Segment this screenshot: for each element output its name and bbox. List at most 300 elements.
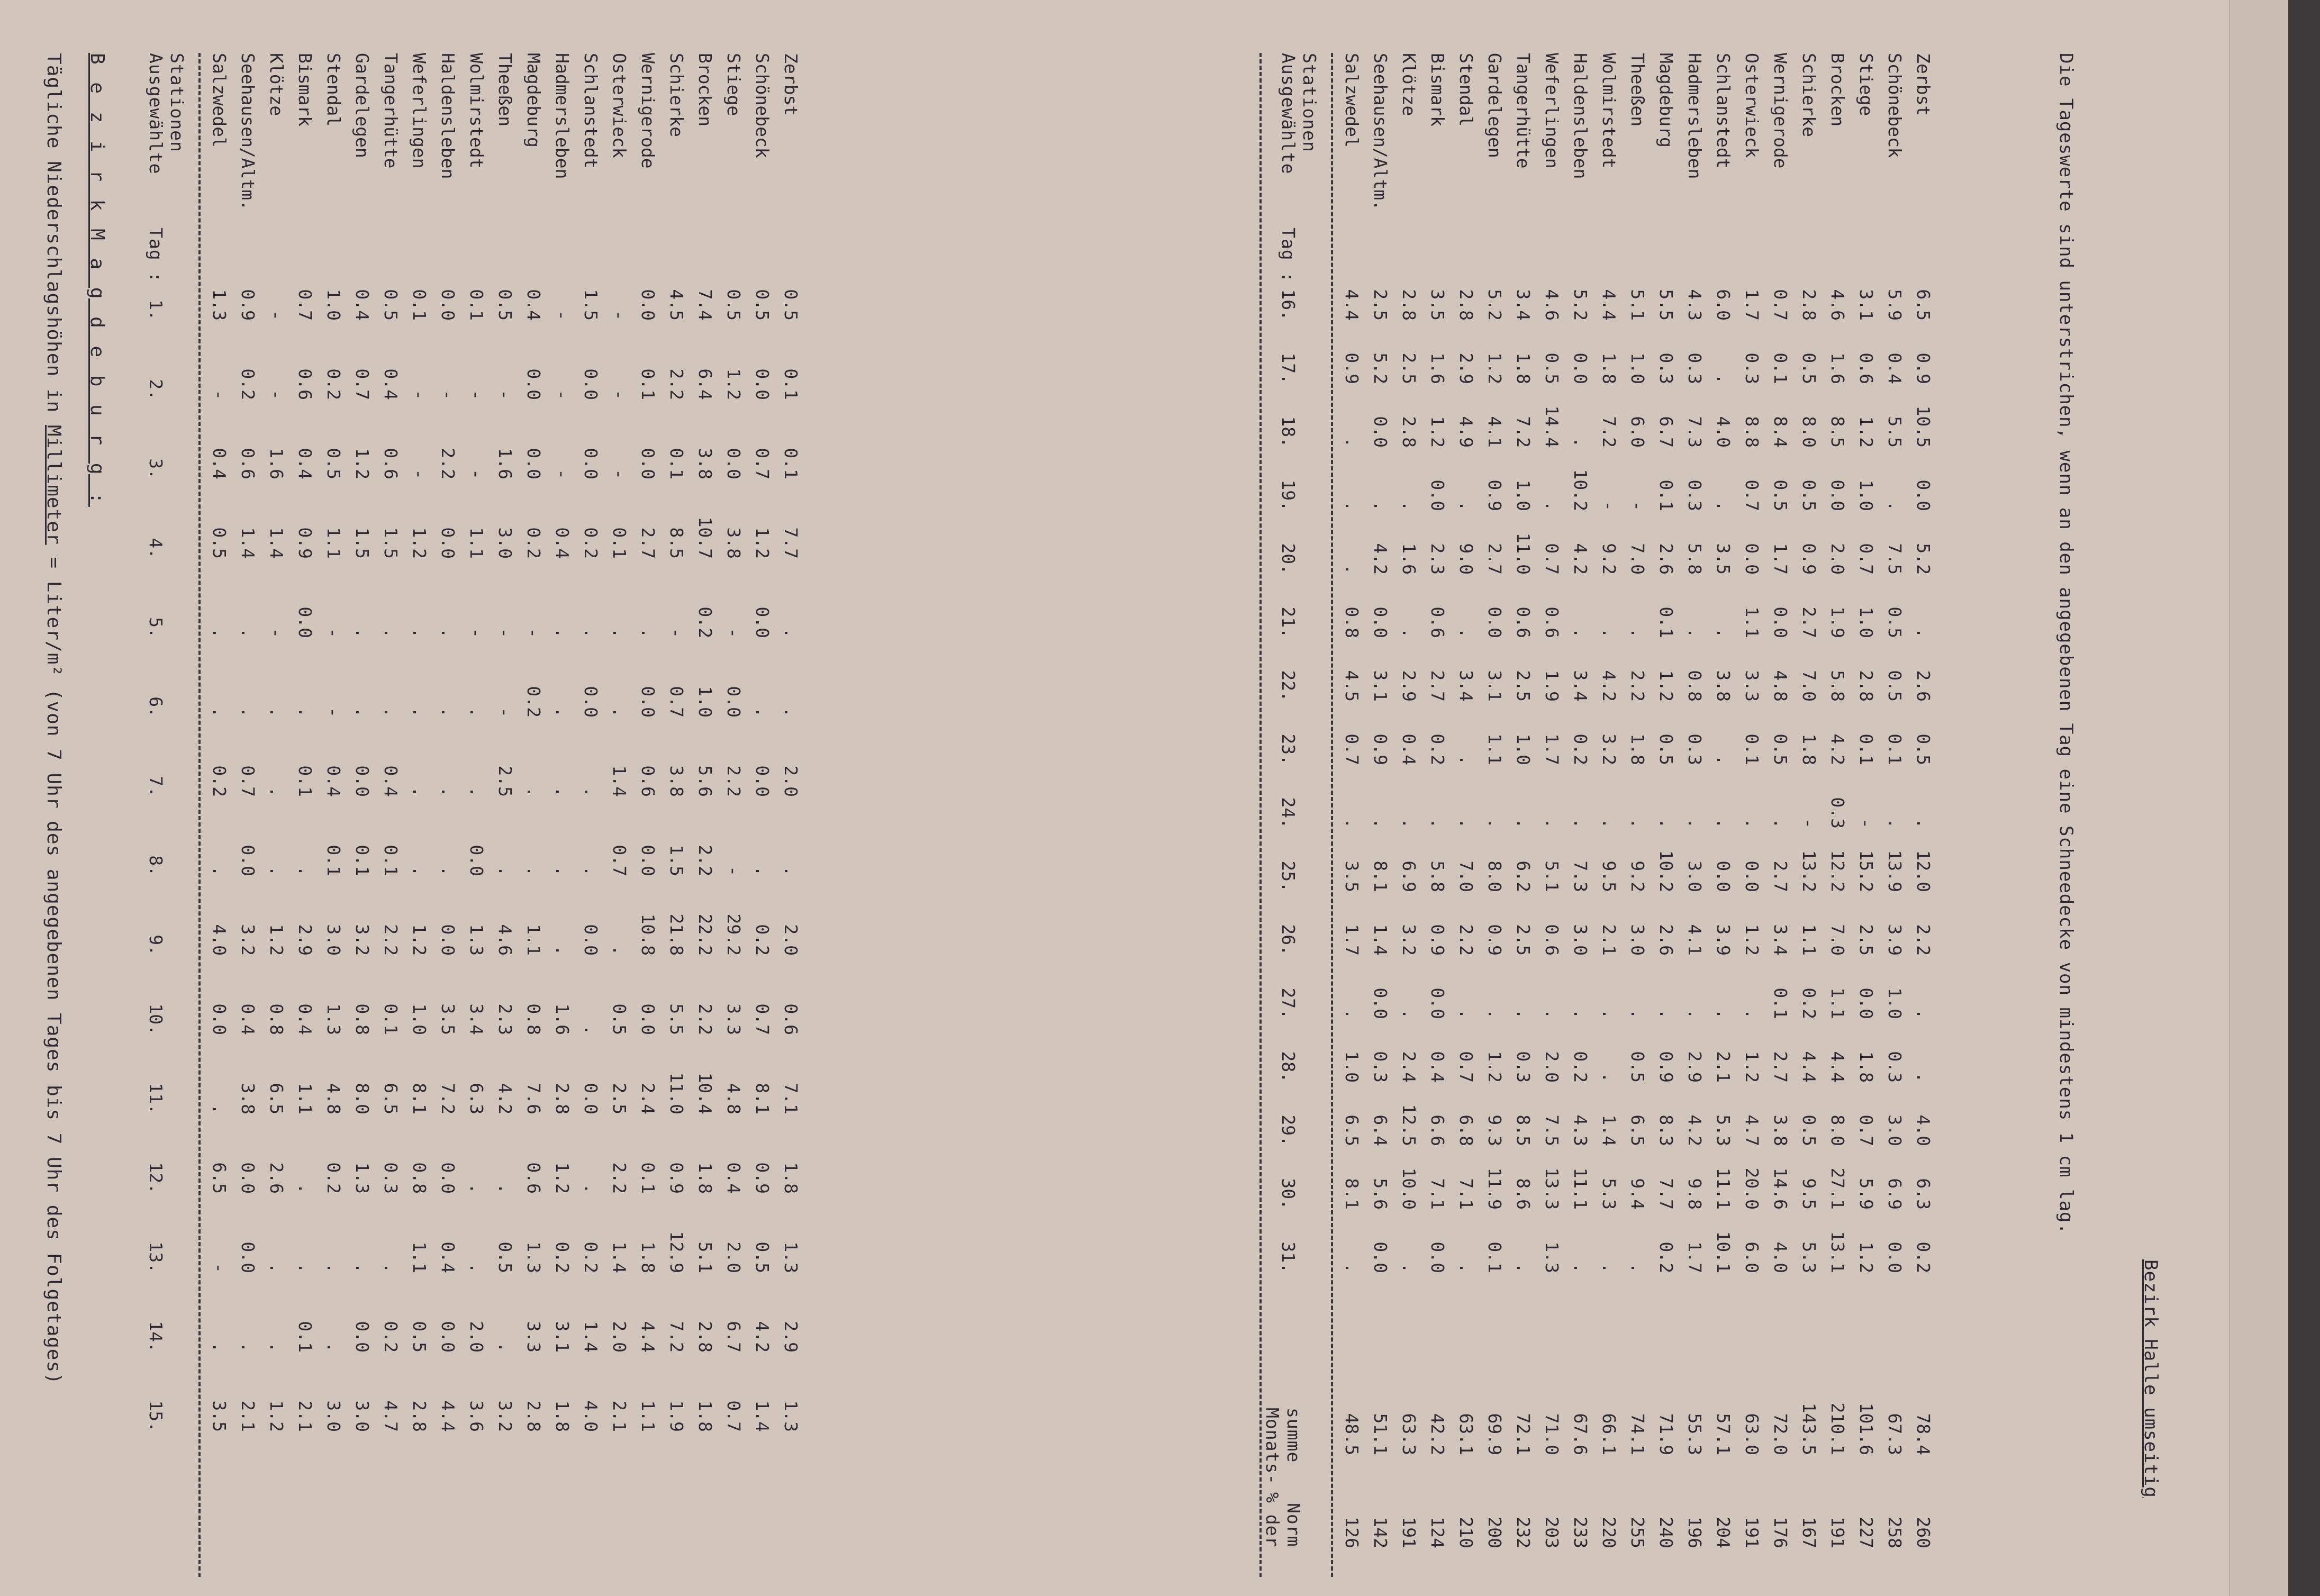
table-cell: 2.9 xyxy=(781,1321,801,1353)
table-cell: 1.0 xyxy=(1342,1051,1362,1083)
table-cell: . xyxy=(581,786,601,797)
day-header-26: 26. xyxy=(1278,924,1299,956)
table-cell: 11.1 xyxy=(1570,1167,1591,1210)
table-cell: 5.9 xyxy=(1884,289,1905,321)
day-header-30: 30. xyxy=(1278,1178,1299,1210)
table-cell: 0.0 xyxy=(238,1241,258,1273)
table-cell: . xyxy=(1342,564,1362,575)
table-cell: . xyxy=(266,1263,287,1273)
table-cell: . xyxy=(1484,1009,1505,1019)
table-cell: 7.6 xyxy=(523,1083,544,1114)
station-name: Zerbst xyxy=(1913,53,1934,116)
table-cell: 0.0 xyxy=(1370,606,1391,638)
table-cell: 0.5 xyxy=(1770,479,1791,511)
table-cell: . xyxy=(209,628,230,638)
table-cell: 6.4 xyxy=(1370,1114,1391,1146)
table-cell: 5.3 xyxy=(1599,1178,1619,1210)
station-name: Theeßen xyxy=(495,53,515,127)
table-cell: 9.5 xyxy=(1599,860,1619,892)
table-cell: 0.9 xyxy=(1484,479,1505,511)
table-cell: 3.1 xyxy=(552,1321,573,1353)
day-header-24: 24. xyxy=(1278,797,1299,829)
table-cell: 0.0 xyxy=(438,289,458,321)
table-cell: 0.1 xyxy=(1742,733,1762,765)
table-cell: 0.0 xyxy=(438,1162,458,1194)
table-cell: 1.1 xyxy=(323,527,344,559)
table-cell: 1.4 xyxy=(1599,1114,1619,1146)
table-cell: 1.8 xyxy=(1627,733,1648,765)
table-cell: 4.2 xyxy=(1684,1114,1705,1146)
table-cell: 255 xyxy=(1627,1517,1648,1548)
table-cell: 0.5 xyxy=(1799,352,1819,384)
table-cell: 8.1 xyxy=(1370,860,1391,892)
table-cell: 101.6 xyxy=(1856,1402,1877,1455)
table-cell: 0.4 xyxy=(323,765,344,797)
table-cell: 78.4 xyxy=(1913,1413,1934,1455)
table-cell: 1.3 xyxy=(352,1162,373,1194)
table-cell: . xyxy=(1342,818,1362,829)
table-cell: 9.0 xyxy=(1456,543,1476,575)
table-cell: . xyxy=(1542,818,1562,829)
table-cell: 0.1 xyxy=(638,368,658,400)
table-cell: . xyxy=(1542,1009,1562,1019)
table-cell: 0.9 xyxy=(238,289,258,321)
table-cell: 0.2 xyxy=(523,686,544,718)
table-cell: . xyxy=(1456,501,1476,511)
table-cell: 0.0 xyxy=(581,686,601,718)
table-cell: 7.5 xyxy=(1884,543,1905,575)
table-cell: 0.7 xyxy=(238,765,258,797)
table-cell: 11.0 xyxy=(1513,532,1534,575)
table-cell: 1.2 xyxy=(723,368,744,400)
table-cell: 29.2 xyxy=(723,913,744,956)
table-cell: 0.1 xyxy=(380,845,401,876)
table-cell: 2.5 xyxy=(1370,289,1391,321)
table-cell: 0.0 xyxy=(438,1321,458,1353)
table-cell: 5.6 xyxy=(1370,1178,1391,1210)
table-cell: . xyxy=(1513,818,1534,829)
table-cell: - xyxy=(409,389,430,400)
table-cell: 0.2 xyxy=(1570,1051,1591,1083)
table-cell: 2.0 xyxy=(609,1321,630,1353)
table-cell: 0.9 xyxy=(1656,1051,1676,1083)
table-cell: . xyxy=(266,786,287,797)
table-cell: 3.2 xyxy=(352,924,373,956)
table-cell: 2.1 xyxy=(609,1400,630,1432)
table-cell: 0.4 xyxy=(295,1003,315,1035)
table-cell: 3.8 xyxy=(723,527,744,559)
table-cell: . xyxy=(380,1263,401,1273)
table-cell: - xyxy=(1627,501,1648,511)
table-cell: . xyxy=(466,707,487,718)
block2-label-1: Ausgewählte xyxy=(1278,53,1299,175)
table-cell: 1.6 xyxy=(1827,352,1848,384)
table-cell: 0.7 xyxy=(352,368,373,400)
table-cell: 1.9 xyxy=(666,1400,687,1432)
station-name: Osterwieck xyxy=(609,53,630,158)
table-cell: 3.8 xyxy=(695,448,715,479)
table-cell: 0.5 xyxy=(1913,733,1934,765)
table-cell: . xyxy=(581,628,601,638)
station-name: Tangerhütte xyxy=(380,53,401,169)
table-cell: 1.8 xyxy=(781,1162,801,1194)
table-cell: 210 xyxy=(1456,1517,1476,1548)
station-name: Wernigerode xyxy=(1770,53,1791,169)
table-cell: 0.5 xyxy=(609,1003,630,1035)
table-cell: 4.5 xyxy=(1342,670,1362,702)
table-cell: 1.4 xyxy=(581,1321,601,1353)
table-cell: 3.0 xyxy=(1570,924,1591,956)
table-cell: 8.0 xyxy=(352,1083,373,1114)
day-header-16: 16. xyxy=(1278,289,1299,321)
day-header-14: 14. xyxy=(146,1321,166,1353)
table-cell: 0.7 xyxy=(723,1400,744,1432)
table-cell: 2.2 xyxy=(723,765,744,797)
table-cell: 0.0 xyxy=(638,289,658,321)
table-cell: 0.0 xyxy=(1742,543,1762,575)
table-cell: 0.3 xyxy=(1370,1051,1391,1083)
table-cell: 0.7 xyxy=(1742,479,1762,511)
table-cell: 2.6 xyxy=(1656,543,1676,575)
station-name: Hadmersleben xyxy=(1684,53,1705,179)
table-cell: - xyxy=(495,628,515,638)
table-cell: 12.2 xyxy=(1827,850,1848,892)
table-cell: . xyxy=(1913,628,1934,638)
table-cell: 1.1 xyxy=(466,527,487,559)
table-cell: 3.1 xyxy=(1370,670,1391,702)
station-name: Salzwedel xyxy=(1342,53,1362,148)
table-cell: 3.8 xyxy=(1713,670,1734,702)
table-cell: 1.2 xyxy=(1856,416,1877,448)
table-cell: 0.3 xyxy=(1684,479,1705,511)
table-cell: 7.2 xyxy=(438,1083,458,1114)
table-cell: 4.4 xyxy=(1827,1051,1848,1083)
table-cell: . xyxy=(409,707,430,718)
table-cell: 4.7 xyxy=(380,1400,401,1432)
day-header-21: 21. xyxy=(1278,606,1299,638)
table-cell: 0.5 xyxy=(495,1241,515,1273)
table-cell: 0.9 xyxy=(666,1162,687,1194)
table-cell: . xyxy=(1513,1263,1534,1273)
table-cell: 0.7 xyxy=(1456,1051,1476,1083)
table-cell: 2.2 xyxy=(438,448,458,479)
table-cell: 2.1 xyxy=(238,1400,258,1432)
table-cell: 2.8 xyxy=(523,1400,544,1432)
table-cell: - xyxy=(609,310,630,321)
table-cell: 1.0 xyxy=(1884,987,1905,1019)
table-cell: 0.0 xyxy=(352,1321,373,1353)
station-name: Gardelegen xyxy=(352,53,373,158)
table-cell: . xyxy=(552,628,573,638)
table-cell: 5.5 xyxy=(666,1003,687,1035)
table-cell: 0.0 xyxy=(581,448,601,479)
table-cell: . xyxy=(1599,1009,1619,1019)
day-header-20: 20. xyxy=(1278,543,1299,575)
table-cell: 2.9 xyxy=(1399,670,1419,702)
table-cell: 0.0 xyxy=(1427,1241,1448,1273)
table-cell: 67.3 xyxy=(1884,1413,1905,1455)
table-cell: - xyxy=(466,389,487,400)
table-cell: 9.5 xyxy=(1799,1178,1819,1210)
table-cell: 200 xyxy=(1484,1517,1505,1548)
table-cell: 0.7 xyxy=(1856,543,1877,575)
table-cell: 1.2 xyxy=(1484,1051,1505,1083)
day-header-19: 19. xyxy=(1278,479,1299,511)
table-cell: 1.7 xyxy=(1684,1241,1705,1273)
station-name: Osterwieck xyxy=(1742,53,1762,158)
table-cell: . xyxy=(1513,1009,1534,1019)
table-cell: 1.4 xyxy=(609,1241,630,1273)
table-cell: 1.5 xyxy=(581,289,601,321)
station-name: Tangerhütte xyxy=(1513,53,1534,169)
table-cell: 2.7 xyxy=(1770,860,1791,892)
table-cell: 0.0 xyxy=(752,606,773,638)
table-cell: 0.1 xyxy=(1884,733,1905,765)
table-cell: 13.3 xyxy=(1542,1167,1562,1210)
table-cell: 0.5 xyxy=(1799,479,1819,511)
table-cell: 191 xyxy=(1827,1517,1848,1548)
day-header-7: 7. xyxy=(146,776,166,797)
table-cell: 4.4 xyxy=(1599,289,1619,321)
table-cell: 0.6 xyxy=(1542,924,1562,956)
table-cell: . xyxy=(609,945,630,956)
table-cell: 126 xyxy=(1342,1517,1362,1548)
table-cell: 7.0 xyxy=(1827,924,1848,956)
table-cell: 0.5 xyxy=(1770,733,1791,765)
table-cell: 0.4 xyxy=(209,448,230,479)
table-cell: 2.6 xyxy=(1913,670,1934,702)
station-name: Wolmirstedt xyxy=(1599,53,1619,169)
table-cell: 6.5 xyxy=(266,1083,287,1114)
table-cell: 0.5 xyxy=(380,289,401,321)
table-cell: 2.9 xyxy=(1456,352,1476,384)
table-cell: . xyxy=(523,866,544,876)
table-cell: 21.8 xyxy=(666,913,687,956)
table-cell: 1.6 xyxy=(266,448,287,479)
table-cell: 0.8 xyxy=(266,1003,287,1035)
table-cell: 1.6 xyxy=(552,1003,573,1035)
day-header-10: 10. xyxy=(146,1003,166,1035)
table-cell: 9.8 xyxy=(1684,1178,1705,1210)
table-cell: 0.5 xyxy=(1884,670,1905,702)
table-cell: 0.8 xyxy=(409,1162,430,1194)
table-cell: 3.4 xyxy=(466,1003,487,1035)
table-cell: 0.9 xyxy=(1427,924,1448,956)
table-cell: 2.0 xyxy=(781,765,801,797)
table-cell: 0.6 xyxy=(638,765,658,797)
table-cell: 0.2 xyxy=(238,368,258,400)
table-cell: . xyxy=(1542,501,1562,511)
table-cell: 191 xyxy=(1399,1517,1419,1548)
table-cell: . xyxy=(380,628,401,638)
table-cell: 1.0 xyxy=(695,686,715,718)
page-title: Tägliche Niederschlagshöhen in Millimeter = Liter/m² (von 7 Uhr des angegebenen Tages bis 7 Uhr des Folgetages) xyxy=(43,53,65,1385)
table-cell: 0.0 xyxy=(238,845,258,876)
table-cell: 4.0 xyxy=(1913,1114,1934,1146)
table-cell: 2.2 xyxy=(609,1162,630,1194)
table-cell: 7.0 xyxy=(1456,860,1476,892)
station-name: Seehausen/Altm. xyxy=(238,53,258,211)
day-header-27: 27. xyxy=(1278,987,1299,1019)
table-cell: 1.2 xyxy=(1742,924,1762,956)
table-cell: . xyxy=(1656,818,1676,829)
norm-label-1: % der xyxy=(1262,1492,1283,1548)
table-cell: 0.0 xyxy=(752,765,773,797)
table-cell: 1.7 xyxy=(1342,924,1362,956)
table-cell: . xyxy=(266,866,287,876)
table-cell: . xyxy=(352,628,373,638)
table-cell: . xyxy=(266,1342,287,1353)
table-cell: 2.8 xyxy=(1399,416,1419,448)
table-cell: 9.2 xyxy=(1627,860,1648,892)
table-cell: . xyxy=(1627,628,1648,638)
table-cell: 1.8 xyxy=(1799,733,1819,765)
table-cell: 0.0 xyxy=(1884,1241,1905,1273)
table-cell: 1.1 xyxy=(1484,733,1505,765)
table-cell: 0.1 xyxy=(609,527,630,559)
table-cell: 1.5 xyxy=(352,527,373,559)
table-cell: 0.9 xyxy=(752,1162,773,1194)
day-header-3: 3. xyxy=(146,458,166,479)
table-cell: - xyxy=(323,628,344,638)
table-cell: 4.2 xyxy=(1827,733,1848,765)
table-cell: . xyxy=(1770,818,1791,829)
table-cell: 2.8 xyxy=(552,1083,573,1114)
table-cell: 14.6 xyxy=(1770,1167,1791,1210)
block1-tag-label: Tag : xyxy=(146,228,166,283)
table-cell: . xyxy=(352,1263,373,1273)
table-cell: 74.1 xyxy=(1627,1413,1648,1455)
table-cell: . xyxy=(552,707,573,718)
table-cell: 6.7 xyxy=(1656,416,1676,448)
table-cell: 1.2 xyxy=(266,1400,287,1432)
table-cell: 2.5 xyxy=(1513,670,1534,702)
station-name: Stiege xyxy=(723,53,744,116)
table-cell: 0.8 xyxy=(523,1003,544,1035)
table-cell: 1.3 xyxy=(1542,1241,1562,1273)
table-cell: . xyxy=(552,945,573,956)
table-cell: 4.2 xyxy=(1570,543,1591,575)
station-name: Bismark xyxy=(295,53,315,127)
table-cell: 3.4 xyxy=(1456,670,1476,702)
table-cell: 0.6 xyxy=(781,1003,801,1035)
table-cell: 1.8 xyxy=(552,1400,573,1432)
table-cell: 2.5 xyxy=(1399,352,1419,384)
table-cell: . xyxy=(1570,628,1591,638)
table-cell: . xyxy=(1884,501,1905,511)
table-cell: 8.4 xyxy=(1770,416,1791,448)
table-cell: 5.3 xyxy=(1713,1114,1734,1146)
table-cell: . xyxy=(495,1342,515,1353)
table-cell: 10.8 xyxy=(638,913,658,956)
table-cell: . xyxy=(1570,437,1591,448)
table-cell: 67.6 xyxy=(1570,1413,1591,1455)
table-cell: 1.0 xyxy=(1513,479,1534,511)
table-cell: 4.0 xyxy=(581,1400,601,1432)
table-cell: 11.1 xyxy=(1713,1167,1734,1210)
table-cell: 0.1 xyxy=(781,448,801,479)
table-cell: 2.0 xyxy=(781,924,801,956)
table-cell: 2.2 xyxy=(695,845,715,876)
table-cell: 2.3 xyxy=(1427,543,1448,575)
table-cell: . xyxy=(581,1183,601,1194)
table-cell: 0.0 xyxy=(581,1083,601,1114)
table-cell: . xyxy=(1456,1263,1476,1273)
table-cell: 2.5 xyxy=(1856,924,1877,956)
table-cell: 1.4 xyxy=(238,527,258,559)
table-cell: . xyxy=(552,866,573,876)
table-cell: . xyxy=(438,866,458,876)
table-cell: - xyxy=(323,707,344,718)
table-cell: 0.5 xyxy=(409,1321,430,1353)
day-header-13: 13. xyxy=(146,1241,166,1273)
table-cell: 63.0 xyxy=(1742,1413,1762,1455)
station-name: Stiege xyxy=(1856,53,1877,116)
table-cell: 0.1 xyxy=(1856,733,1877,765)
day-header-22: 22. xyxy=(1278,670,1299,702)
table-cell: 0.2 xyxy=(695,606,715,638)
table-cell: 6.2 xyxy=(1513,860,1534,892)
table-cell: 1.8 xyxy=(1513,352,1534,384)
table-cell: 4.6 xyxy=(495,924,515,956)
table-cell: 42.2 xyxy=(1427,1413,1448,1455)
table-cell: . xyxy=(1456,818,1476,829)
table-cell: 7.1 xyxy=(1427,1178,1448,1210)
table-cell: 0.1 xyxy=(1484,1241,1505,1273)
table-cell: 142 xyxy=(1370,1517,1391,1548)
table-cell: . xyxy=(1484,818,1505,829)
table-cell: 0.0 xyxy=(295,606,315,638)
table-cell: 6.6 xyxy=(1427,1114,1448,1146)
table-cell: 66.1 xyxy=(1599,1413,1619,1455)
table-cell: 4.2 xyxy=(495,1083,515,1114)
table-cell: 7.1 xyxy=(1456,1178,1476,1210)
block1-rule xyxy=(198,53,201,1577)
table-cell: . xyxy=(1713,1009,1734,1019)
table-cell: 0.7 xyxy=(1342,733,1362,765)
table-cell: 5.3 xyxy=(1799,1241,1819,1273)
table-cell: 2.4 xyxy=(1399,1051,1419,1083)
table-cell: 4.5 xyxy=(666,289,687,321)
block2-rule xyxy=(1331,53,1333,1577)
table-cell: . xyxy=(1370,818,1391,829)
table-cell: 8.0 xyxy=(1799,416,1819,448)
block2-label-2: Stationen xyxy=(1299,53,1320,152)
table-cell: 0.2 xyxy=(323,1162,344,1194)
table-cell: 0.2 xyxy=(581,1241,601,1273)
table-cell: 2.8 xyxy=(695,1321,715,1353)
table-cell: 7.3 xyxy=(1684,416,1705,448)
table-cell: 0.0 xyxy=(438,924,458,956)
table-cell: 7.7 xyxy=(1656,1178,1676,1210)
table-cell: 0.4 xyxy=(380,368,401,400)
table-cell: - xyxy=(438,389,458,400)
table-cell: 0.5 xyxy=(1656,733,1676,765)
day-header-28: 28. xyxy=(1278,1051,1299,1083)
table-cell: . xyxy=(1627,818,1648,829)
table-cell: 0.4 xyxy=(295,448,315,479)
table-cell: 0.3 xyxy=(380,1162,401,1194)
table-cell: 5.1 xyxy=(695,1241,715,1273)
table-cell: 1.0 xyxy=(1513,733,1534,765)
table-cell: 63.1 xyxy=(1456,1413,1476,1455)
table-cell: 0.7 xyxy=(752,448,773,479)
table-cell: 3.2 xyxy=(238,924,258,956)
table-cell: - xyxy=(609,469,630,479)
table-cell: 0.0 xyxy=(1427,987,1448,1019)
table-cell: 2.0 xyxy=(466,1321,487,1353)
table-cell: 1.3 xyxy=(781,1400,801,1432)
